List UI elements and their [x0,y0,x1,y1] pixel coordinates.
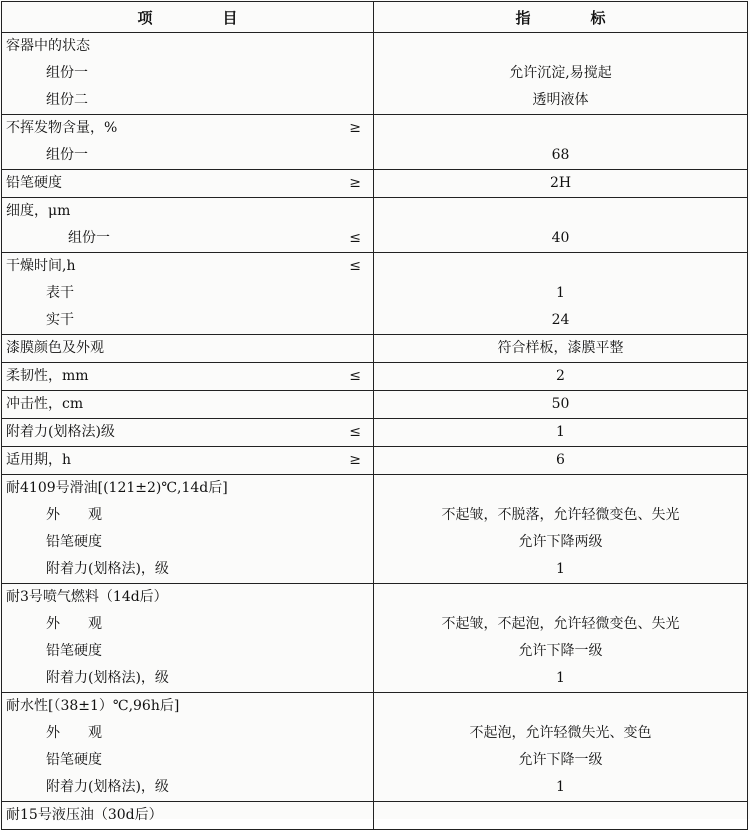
header-spec-char1: 指 [515,8,531,27]
spec-cell [374,363,748,391]
table-row [2,198,748,253]
spec-cell [374,584,748,693]
table-row [2,33,748,115]
spec-cell [374,33,748,115]
table-row [2,475,748,584]
item-cell [2,363,374,391]
row-label: 容器中的状态 [6,38,90,54]
row-label: 铅笔硬度 [6,175,62,191]
row-value: 1 [556,670,565,686]
row-value: 1 [556,424,565,440]
row-label: 漆膜颜色及外观 [6,340,104,356]
row-label: 干燥时间,h [6,258,76,274]
row-sub-label: 附着力(划格法)，级 [46,561,169,577]
row-sub-label: 表干 [46,285,74,301]
row-value: 1 [556,285,565,301]
row-sub-label-char: 外 [46,616,60,632]
spec-cell [374,198,748,253]
row-label: 冲击性，cm [6,396,84,412]
table-row [2,253,748,335]
spec-cell [374,802,748,830]
item-cell [2,335,374,363]
row-value: 允许下降一级 [518,643,603,659]
spec-cell [374,391,748,419]
item-cell [2,475,374,584]
row-value: 68 [551,147,570,163]
item-cell [2,253,374,335]
row-sub-label-char: 观 [88,725,102,741]
item-cell [2,447,374,475]
table-row [2,363,748,391]
comparison-symbol: ≤ [349,424,361,440]
row-label: 不挥发物含量，% [6,120,118,136]
item-cell [2,391,374,419]
row-value: 1 [556,779,565,795]
row-sub-label: 组份二 [46,92,88,108]
row-sub-label: 铅笔硬度 [46,534,102,550]
spec-cell [374,335,748,363]
row-value: 2 [556,368,565,384]
row-value: 透明液体 [532,92,589,108]
row-value: 40 [551,230,570,246]
item-cell [2,170,374,198]
row-value: 允许下降一级 [518,752,603,768]
row-value: 不起泡，允许轻微失光、变色 [469,725,652,741]
table-row [2,693,748,802]
row-label: 细度，μm [6,203,71,219]
spec-cell [374,115,748,170]
row-sub-label: 组份一 [46,65,88,81]
row-label: 耐3号喷气燃料（14d后） [6,589,168,605]
comparison-symbol: ≥ [349,452,361,468]
row-value: 24 [551,312,570,328]
header-spec-char2: 标 [590,8,606,27]
row-value: 50 [551,396,570,412]
row-sub-label: 铅笔硬度 [46,643,102,659]
row-sub-label-char: 观 [88,507,102,523]
spec-cell [374,475,748,584]
spec-cell [374,253,748,335]
table-row [2,335,748,363]
row-value: 2H [549,175,572,191]
table-row [2,170,748,198]
row-sub-label-char: 观 [88,616,102,632]
row-value: 允许下降两级 [518,534,603,550]
row-sub-label: 组份一 [68,230,110,246]
spec-cell [374,693,748,802]
item-cell [2,584,374,693]
table-header-row [2,2,748,33]
row-sub-label: 铅笔硬度 [46,752,102,768]
item-cell [2,802,374,830]
row-sub-label: 实干 [46,312,74,328]
table-row [2,802,748,830]
row-sub-label: 附着力(划格法)，级 [46,779,169,795]
comparison-symbol: ≤ [349,230,361,246]
row-label: 适用期，h [6,452,72,468]
table-row [2,584,748,693]
row-sub-label-char: 外 [46,725,60,741]
row-value: 不起皱，不脱落，允许轻微变色、失光 [441,507,680,523]
row-sub-label-char: 外 [46,507,60,523]
spec-cell [374,447,748,475]
row-label: 耐15号液压油（30d后） [6,807,163,823]
spec-cell [374,170,748,198]
comparison-symbol: ≤ [349,368,361,384]
row-label: 柔韧性，mm [6,368,89,384]
row-value: 1 [556,561,565,577]
comparison-symbol: ≥ [349,120,361,136]
row-label: 附着力(划格法)级 [6,424,115,440]
header-spec [374,2,748,33]
row-value: 6 [556,452,565,468]
header-item-char1: 项 [137,8,153,27]
row-sub-label: 附着力(划格法)，级 [46,670,169,686]
row-value: 符合样板，漆膜平整 [497,340,624,356]
item-cell [2,693,374,802]
table-row [2,447,748,475]
item-cell [2,198,374,253]
table-row [2,115,748,170]
comparison-symbol: ≥ [349,175,361,191]
table-row [2,391,748,419]
header-item-char2: 目 [222,8,238,27]
spec-cell [374,419,748,447]
row-value: 允许沉淀,易搅起 [509,65,612,81]
item-cell [2,419,374,447]
table-row [2,419,748,447]
row-label: 耐水性[（38±1）℃,96h后] [6,698,180,714]
item-cell [2,115,374,170]
row-sub-label: 组份一 [46,147,88,163]
header-item [2,2,374,33]
row-label: 耐4109号滑油[(121±2)℃,14d后] [6,480,228,496]
item-cell [2,33,374,115]
row-value: 不起皱，不起泡，允许轻微变色、失光 [441,616,680,632]
spec-table [1,1,748,830]
comparison-symbol: ≤ [349,258,361,274]
